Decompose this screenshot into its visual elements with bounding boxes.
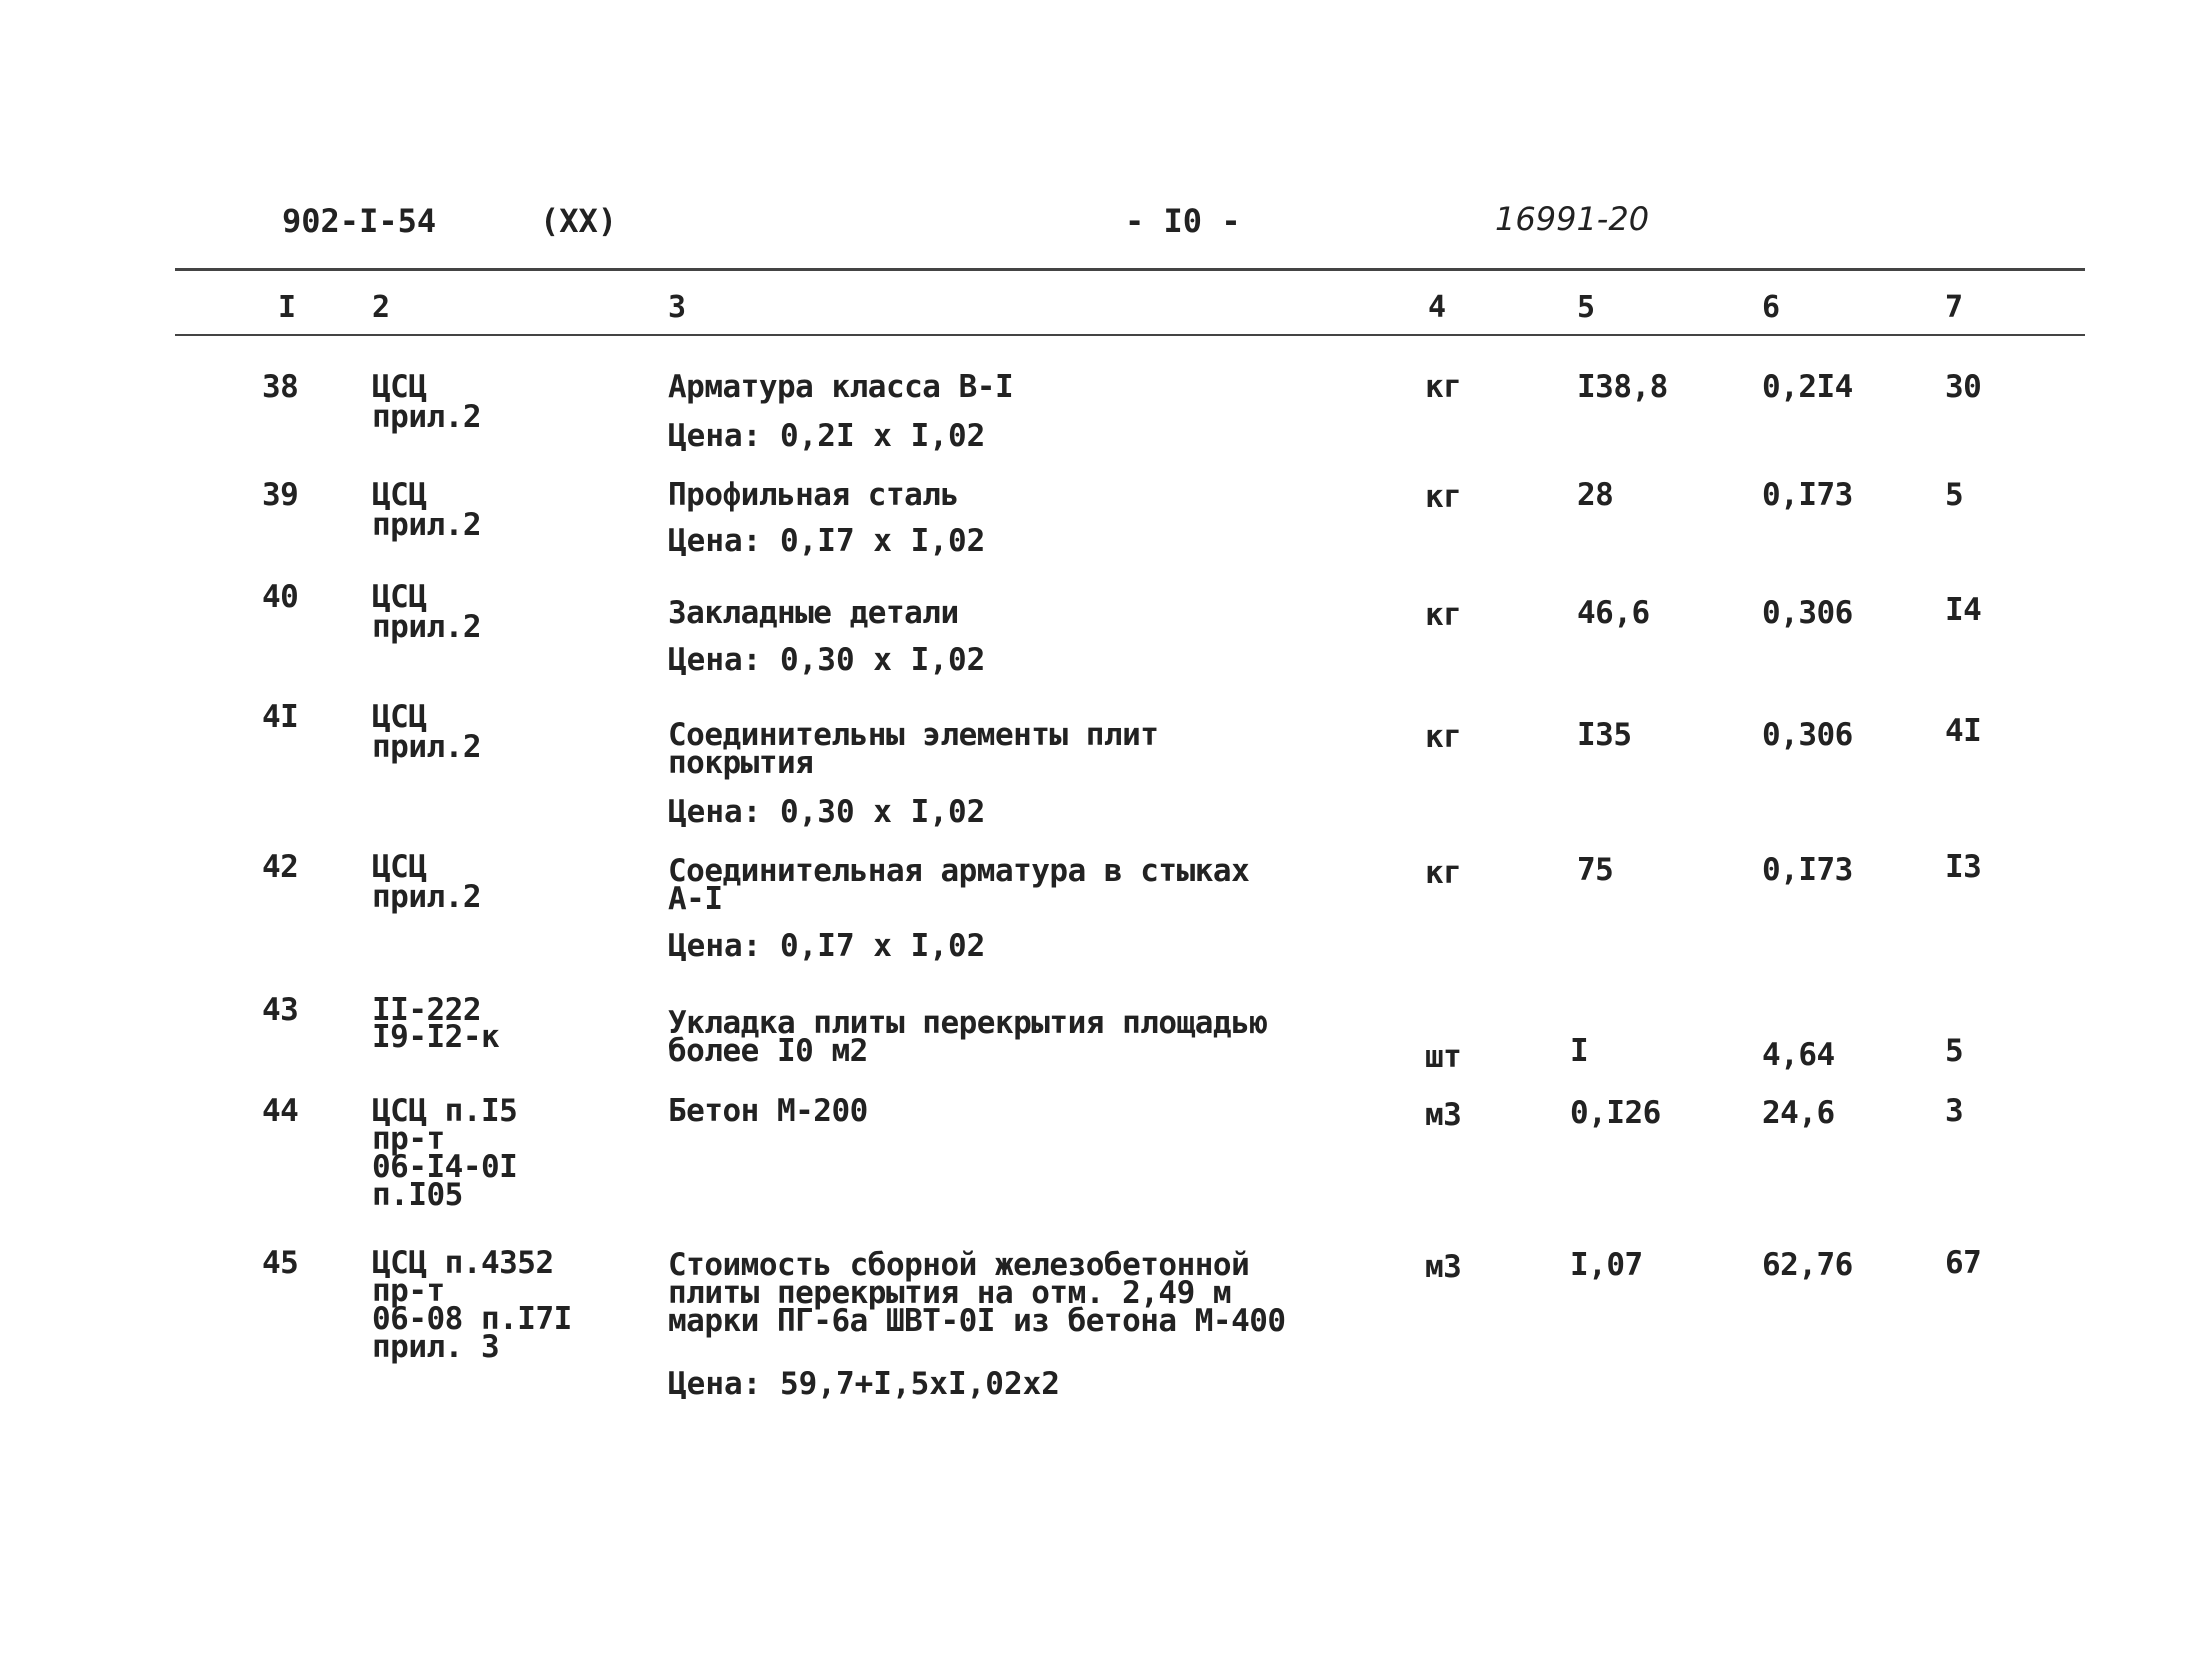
reference-line: 06-08 п.I7I bbox=[372, 1301, 572, 1337]
description-line: Профильная сталь bbox=[668, 477, 959, 513]
row-number: 43 bbox=[262, 992, 299, 1028]
reference-line: ЦСЦ bbox=[372, 699, 427, 735]
unit-cost: 62,76 bbox=[1762, 1247, 1853, 1283]
row-number: 44 bbox=[262, 1093, 299, 1129]
total: I3 bbox=[1945, 849, 1982, 885]
document-code: 902-I-54 bbox=[282, 202, 437, 240]
unit: м3 bbox=[1425, 1097, 1462, 1133]
row-number: 42 bbox=[262, 849, 299, 885]
reference-line: прил.2 bbox=[372, 729, 481, 765]
reference-line: II-222 bbox=[372, 992, 481, 1028]
total: 67 bbox=[1945, 1245, 1982, 1281]
reference-line: прил.2 bbox=[372, 507, 481, 543]
page-number: - I0 - bbox=[1125, 202, 1241, 240]
column-number-7: 7 bbox=[1945, 290, 1964, 325]
unit-cost: 0,I73 bbox=[1762, 852, 1853, 888]
total: 5 bbox=[1945, 1033, 1964, 1069]
unit-cost: 0,306 bbox=[1762, 717, 1853, 753]
price-formula: Цена: 0,30 x I,02 bbox=[668, 642, 986, 678]
reference-line: прил.2 bbox=[372, 399, 481, 435]
reference-line: пр-т bbox=[372, 1273, 445, 1309]
row-number: 39 bbox=[262, 477, 299, 513]
description-line: более I0 м2 bbox=[668, 1033, 868, 1069]
section-label: (XX) bbox=[540, 202, 618, 240]
reference-line: ЦСЦ п.I5 bbox=[372, 1093, 518, 1129]
column-number-1: I bbox=[278, 290, 297, 325]
column-number-2: 2 bbox=[372, 290, 391, 325]
quantity: 28 bbox=[1577, 477, 1614, 513]
price-formula: Цена: 0,2I x I,02 bbox=[668, 418, 986, 454]
column-number-6: 6 bbox=[1762, 290, 1781, 325]
quantity: I bbox=[1570, 1033, 1589, 1069]
reference-line: ЦСЦ bbox=[372, 369, 427, 405]
unit-cost: 0,I73 bbox=[1762, 477, 1853, 513]
reference-line: 06-I4-0I bbox=[372, 1149, 518, 1185]
description-line: Бетон М-200 bbox=[668, 1093, 868, 1129]
quantity: 46,6 bbox=[1577, 595, 1650, 631]
description-line: Арматура класса В-I bbox=[668, 369, 1014, 405]
total: 3 bbox=[1945, 1093, 1964, 1129]
row-number: 38 bbox=[262, 369, 299, 405]
description-line: плиты перекрытия на отм. 2,49 м bbox=[668, 1275, 1232, 1311]
unit: кг bbox=[1425, 719, 1462, 755]
handwritten-number: 16991-20 bbox=[1495, 200, 1650, 238]
unit: кг bbox=[1425, 369, 1462, 405]
unit: м3 bbox=[1425, 1249, 1462, 1285]
reference-line: ЦСЦ п.4352 bbox=[372, 1245, 554, 1281]
header-rule-bottom bbox=[175, 334, 2085, 336]
quantity: 0,I26 bbox=[1570, 1095, 1661, 1131]
unit: кг bbox=[1425, 479, 1462, 515]
row-number: 40 bbox=[262, 579, 299, 615]
quantity: I,07 bbox=[1570, 1247, 1643, 1283]
reference-line: I9-I2-к bbox=[372, 1019, 500, 1055]
unit-cost: 0,306 bbox=[1762, 595, 1853, 631]
total: 30 bbox=[1945, 369, 1982, 405]
total: 4I bbox=[1945, 713, 1982, 749]
description-line: покрытия bbox=[668, 745, 814, 781]
row-number: 4I bbox=[262, 699, 299, 735]
description-line: Укладка плиты перекрытия площадью bbox=[668, 1005, 1268, 1041]
reference-line: ЦСЦ bbox=[372, 579, 427, 615]
reference-line: прил.2 bbox=[372, 879, 481, 915]
reference-line: пр-т bbox=[372, 1121, 445, 1157]
description-line: Соединительны элементы плит bbox=[668, 717, 1159, 753]
description-line: Закладные детали bbox=[668, 595, 959, 631]
unit-cost: 4,64 bbox=[1762, 1037, 1835, 1073]
reference-line: прил.2 bbox=[372, 609, 481, 645]
unit: шт bbox=[1425, 1039, 1462, 1075]
unit: кг bbox=[1425, 597, 1462, 633]
column-number-3: 3 bbox=[668, 290, 687, 325]
reference-line: ЦСЦ bbox=[372, 477, 427, 513]
price-formula: Цена: 59,7+I,5xI,02x2 bbox=[668, 1366, 1060, 1402]
reference-line: прил. 3 bbox=[372, 1329, 500, 1365]
price-formula: Цена: 0,I7 x I,02 bbox=[668, 523, 986, 559]
row-number: 45 bbox=[262, 1245, 299, 1281]
quantity: I35 bbox=[1577, 717, 1632, 753]
total: 5 bbox=[1945, 477, 1964, 513]
price-formula: Цена: 0,30 x I,02 bbox=[668, 794, 986, 830]
description-line: Соединительная арматура в стыках bbox=[668, 853, 1250, 889]
description-line: марки ПГ-6а ШВТ-0I из бетона М-400 bbox=[668, 1303, 1286, 1339]
unit-cost: 24,6 bbox=[1762, 1095, 1835, 1131]
quantity: 75 bbox=[1577, 852, 1614, 888]
description-line: А-I bbox=[668, 881, 723, 917]
description-line: Стоимость сборной железобетонной bbox=[668, 1247, 1250, 1283]
reference-line: ЦСЦ bbox=[372, 849, 427, 885]
unit-cost: 0,2I4 bbox=[1762, 369, 1853, 405]
header-rule-top bbox=[175, 268, 2085, 271]
column-number-5: 5 bbox=[1577, 290, 1596, 325]
total: I4 bbox=[1945, 592, 1982, 628]
column-number-4: 4 bbox=[1428, 290, 1447, 325]
reference-line: п.I05 bbox=[372, 1177, 463, 1213]
unit: кг bbox=[1425, 855, 1462, 891]
price-formula: Цена: 0,I7 x I,02 bbox=[668, 928, 986, 964]
quantity: I38,8 bbox=[1577, 369, 1668, 405]
